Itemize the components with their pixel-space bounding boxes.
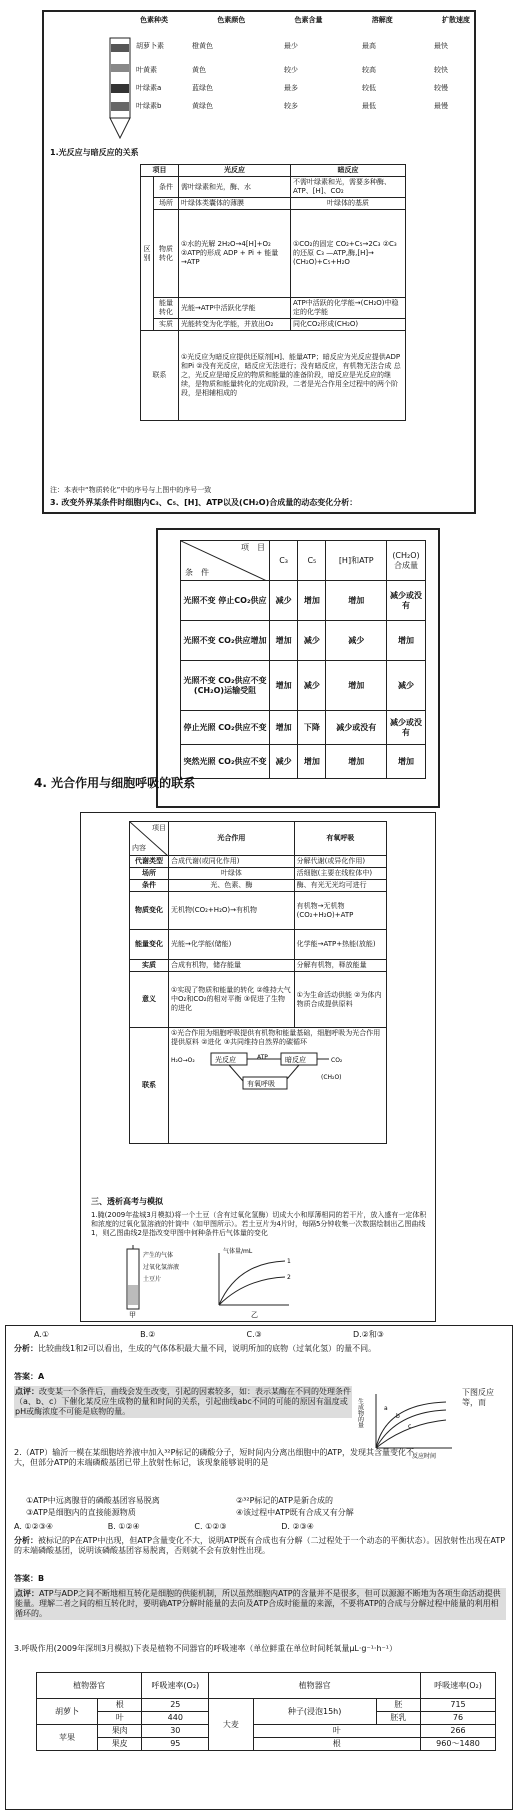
resp-barley-seed: 种子(浸泡15h) bbox=[253, 1699, 376, 1725]
link-r2-photo: 光、色素、酶 bbox=[169, 880, 295, 892]
rel-r3-label: 能量转化 bbox=[154, 298, 179, 319]
q1-choice-b: B.② bbox=[140, 1330, 156, 1339]
resp-barley-embryo: 胚 bbox=[376, 1699, 420, 1712]
solution-fill bbox=[128, 1285, 138, 1305]
q1-choices bbox=[34, 1330, 504, 1340]
pigment-h4: 扩散速度 bbox=[442, 16, 470, 24]
change-r1-ch2o: 增加 bbox=[387, 621, 426, 661]
link-r6-label: 意义 bbox=[130, 972, 169, 1028]
analysis-1-text: 比较曲线1和2可以看出，生成的气体体积最大量不同，说明所加的底物（过氧化氢）的量不同。 bbox=[38, 1344, 377, 1353]
q2-choice-c: C. ①②③ bbox=[194, 1522, 227, 1531]
pigment-h0: 色素种类 bbox=[140, 16, 168, 24]
pigment-r2c1: 蓝绿色 bbox=[192, 84, 213, 92]
change-r1-atp: 减少 bbox=[326, 621, 387, 661]
change-h0: C₃ bbox=[270, 541, 298, 581]
resp-apple-peel: 果皮 bbox=[98, 1738, 142, 1751]
pigment-r2c3: 较低 bbox=[362, 84, 376, 92]
link-r3-photo: 无机物(CO₂+H₂O)→有机物 bbox=[169, 892, 295, 930]
change-r3-cond: 停止光照 CO₂供应不变 bbox=[181, 711, 270, 745]
analysis-2-label: 分析： bbox=[14, 1536, 38, 1545]
resp-carrot-root: 根 bbox=[98, 1699, 142, 1712]
exercise-panel bbox=[5, 1325, 513, 1810]
rel-h1: 光反应 bbox=[179, 165, 291, 177]
analysis-1 bbox=[14, 1344, 506, 1354]
question-2-choices bbox=[14, 1522, 314, 1532]
rel-r4-label: 实质 bbox=[154, 319, 179, 331]
change-r4-c5: 增加 bbox=[298, 745, 326, 779]
change-r2-cond: 光照不变 CO₂供应不变 (CH₂O)运输受阻 bbox=[181, 661, 270, 711]
resp-h-rate-right: 呼吸速率(O₂) bbox=[421, 1673, 496, 1699]
q1-choice-a: A.① bbox=[34, 1330, 50, 1339]
pigment-r1c3: 较高 bbox=[362, 66, 376, 74]
change-r4-atp: 增加 bbox=[326, 745, 387, 779]
change-r0-cond: 光照不变 停止CO₂供应 bbox=[181, 581, 270, 621]
answer-2-value: B bbox=[38, 1574, 45, 1583]
diag-light: 光反应 bbox=[215, 1056, 236, 1064]
link-r3-resp: 有机物→无机物(CO₂+H₂O)+ATP bbox=[294, 892, 386, 930]
link-r4-label: 能量变化 bbox=[130, 930, 169, 960]
review-2-label: 点评： bbox=[15, 1589, 39, 1598]
link-r7-content bbox=[169, 1028, 387, 1144]
resp-h-rate-left: 呼吸速率(O₂) bbox=[142, 1673, 209, 1699]
dynamic-change-panel bbox=[156, 528, 440, 808]
link-r6-resp: ①为生命活动供能 ②为体内物质合成提供原料 bbox=[294, 972, 386, 1028]
diag-co2: CO₂ bbox=[331, 1057, 343, 1064]
pigment-header-row bbox=[140, 16, 470, 25]
pigment-r0c2: 最少 bbox=[284, 42, 298, 50]
diag-ch2o: (CH₂O) bbox=[321, 1074, 342, 1081]
resp-barley-leaf-val: 266 bbox=[421, 1725, 496, 1738]
pigment-r2c2: 最多 bbox=[284, 84, 298, 92]
section-1-title: 1.光反应与暗反应的关系 bbox=[50, 148, 139, 157]
enzyme-label-b: b bbox=[396, 1413, 400, 1420]
enzyme-y-label: 生成物的量 bbox=[356, 1398, 364, 1428]
change-r1-c5: 减少 bbox=[298, 621, 326, 661]
change-r4-cond: 突然光照 CO₂供应不变 bbox=[181, 745, 270, 779]
section-high-title: 三、透析高考与模拟 bbox=[91, 1197, 163, 1206]
link-r4-resp: 化学能→ATP+热能(放能) bbox=[294, 930, 386, 960]
change-r4-ch2o: 增加 bbox=[387, 745, 426, 779]
link-r5-resp: 分解有机物，释放能量 bbox=[294, 960, 386, 972]
diag-arrow-3 bbox=[287, 1065, 299, 1079]
change-r3-ch2o: 减少或没有 bbox=[387, 711, 426, 745]
change-r2-atp: 增加 bbox=[326, 661, 387, 711]
rel-r2-light: ①水的光解 2H₂O→4[H]+O₂ ②ATP的形成 ADP + Pi + 能量→ATP bbox=[179, 210, 291, 298]
reaction-relation-table bbox=[140, 164, 406, 421]
resp-carrot-leaf: 叶 bbox=[98, 1712, 142, 1725]
change-r4-c3: 减少 bbox=[270, 745, 298, 779]
pigment-h1: 色素颜色 bbox=[217, 16, 246, 24]
change-r2-ch2o: 减少 bbox=[387, 661, 426, 711]
diag-atp: ATP bbox=[257, 1054, 268, 1061]
link-r0-label: 代谢类型 bbox=[130, 856, 169, 868]
pigment-r1c2: 较少 bbox=[284, 66, 298, 74]
change-r0-c3: 减少 bbox=[270, 581, 298, 621]
change-r3-atp: 减少或没有 bbox=[326, 711, 387, 745]
rel-side-label: 区别 bbox=[141, 177, 154, 331]
change-r3-c5: 下降 bbox=[298, 711, 326, 745]
answer-2-label: 答案： bbox=[14, 1574, 38, 1583]
fig-curve-1 bbox=[219, 1261, 285, 1305]
fig-curve-label-2: 2 bbox=[287, 1274, 291, 1281]
link-r5-label: 实质 bbox=[130, 960, 169, 972]
pigment-r0c4: 最快 bbox=[434, 42, 448, 50]
band-xanthophyll bbox=[111, 64, 129, 72]
band-carotene bbox=[111, 44, 129, 52]
rel-r2-label: 物质转化 bbox=[154, 210, 179, 298]
enzyme-label-a: a bbox=[384, 1405, 388, 1412]
q2-choice-b: B. ①②④ bbox=[107, 1522, 140, 1531]
link-r0-photo: 合成代谢(或同化作用) bbox=[169, 856, 295, 868]
enzyme-label-c: c bbox=[408, 1423, 412, 1430]
diag-arrow-4 bbox=[229, 1065, 243, 1081]
review-2-text: ATP与ADP之间不断地相互转化是细胞的供能机制，所以虽然细胞内ATP的含量并不是很多，但可以源源不断地为各项生命活动提供能量。理解二者之间的相互转化时，要明确ATP分解时能量的去向及ATP合成时能量的来源，不要将ATP的合成与分解过程中能量的利用相循环的。 bbox=[15, 1589, 501, 1618]
q1-choice-d: D.②和③ bbox=[352, 1330, 384, 1339]
rel-r1-dark: 叶绿体的基质 bbox=[291, 198, 406, 210]
pigment-r3c1: 黄绿色 bbox=[192, 102, 213, 110]
resp-h-organ-right: 植物器官 bbox=[209, 1673, 421, 1699]
change-h3: (CH₂O)合成量 bbox=[387, 541, 426, 581]
band-chlorophyll-a bbox=[111, 84, 129, 93]
link-r1-label: 场所 bbox=[130, 868, 169, 880]
band-chlorophyll-b bbox=[111, 102, 129, 111]
resp-apple-flesh-val: 30 bbox=[142, 1725, 209, 1738]
link-h0: 光合作用 bbox=[169, 822, 295, 856]
resp-barley-root: 根 bbox=[253, 1738, 420, 1751]
answer-1 bbox=[14, 1372, 44, 1382]
change-corner-top: 项 目 bbox=[241, 543, 265, 552]
change-corner bbox=[181, 541, 270, 581]
rel-r0-dark: 不需叶绿素和光，需要多种酶、ATP、[H]、CO₂ bbox=[291, 177, 406, 198]
photo-resp-table bbox=[129, 821, 387, 1144]
diag-dark: 暗反应 bbox=[285, 1056, 306, 1064]
pigment-row-0-name: 胡萝卜素 bbox=[136, 42, 164, 50]
review-1-label: 点评： bbox=[15, 1387, 39, 1396]
pigment-row-1-name: 叶黄素 bbox=[136, 66, 157, 74]
change-r2-c3: 增加 bbox=[270, 661, 298, 711]
change-r0-c5: 增加 bbox=[298, 581, 326, 621]
review-1-text: 改变某一个条件后，曲线会发生改变，引起的因素较多，如：表示某酶在不同的处理条件（a、b、c）下催化某反应生成物的量和时间的关系，引起曲线abc不同的可能的原因有温度或pH或酶浓度不可能是底物的量。 bbox=[15, 1387, 351, 1416]
change-r0-atp: 增加 bbox=[326, 581, 387, 621]
section-3-title: 3. 改变外界某条件时细胞内C₃、C₅、[H]、ATP以及(CH₂O)合成量的动态变化分析： bbox=[50, 498, 358, 507]
rel-h2: 暗反应 bbox=[291, 165, 406, 177]
link-r3-label: 物质变化 bbox=[130, 892, 169, 930]
link-r7-text: ①光合作用为细胞呼吸提供有机物和能量基础，细胞呼吸为光合作用提供原料 ②进化 ③共同维持自然界的碳循环 bbox=[171, 1029, 381, 1046]
question-3-text: 3.呼吸作用(2009年深圳3月模拟)下表是植物不同器官的呼吸速率（单位鲜重在单位时间耗氧量μL·g⁻¹·h⁻¹） bbox=[14, 1644, 397, 1653]
answer-1-label: 答案： bbox=[14, 1372, 38, 1381]
table-note: 注：本表中“物质转化”中的序号与上图中的序号一致 bbox=[50, 486, 212, 494]
fig-caption-b: 乙 bbox=[251, 1311, 258, 1319]
change-h1: C₅ bbox=[298, 541, 326, 581]
review-1 bbox=[14, 1386, 352, 1418]
fig-caption-a: 甲 bbox=[129, 1311, 136, 1319]
q2-opt-2: ②³²P标记的ATP是新合成的 bbox=[236, 1496, 333, 1505]
fig-y-label: 气体量/mL bbox=[223, 1248, 253, 1255]
link-r0-resp: 分解代谢(或异化作用) bbox=[294, 856, 386, 868]
q2-opt-3: ③ATP是细胞内的直接能源物质 bbox=[26, 1508, 136, 1517]
change-r3-c3: 增加 bbox=[270, 711, 298, 745]
link-r2-label: 条件 bbox=[130, 880, 169, 892]
link-corner-content: 内容 bbox=[132, 844, 146, 852]
resp-barley: 大麦 bbox=[209, 1699, 253, 1751]
fig-label-gas: 产生的气体 bbox=[143, 1252, 174, 1259]
review-1-side: 下图反应等，而 bbox=[462, 1388, 494, 1407]
fig-curve-label-1: 1 bbox=[287, 1258, 291, 1265]
rel-link-label: 联系 bbox=[141, 331, 179, 421]
resp-carrot: 胡萝卜 bbox=[37, 1699, 98, 1725]
change-r2-c5: 减少 bbox=[298, 661, 326, 711]
q2-choice-d: D. ②③④ bbox=[281, 1522, 314, 1531]
resp-apple-peel-val: 95 bbox=[142, 1738, 209, 1751]
change-h2: [H]和ATP bbox=[326, 541, 387, 581]
resp-carrot-root-val: 25 bbox=[142, 1699, 209, 1712]
analysis-2-text: 被标记的P在ATP中出现，但ATP含量变化不大，说明ATP既有合成也有分解（二过程处于一个动态的平衡状态）。因放射性出现在ATP的末端磷酸基团，说明该磷酸基团容易脱离，否则就不会有放射性出现。 bbox=[14, 1536, 506, 1555]
analysis-2 bbox=[14, 1536, 506, 1556]
link-h1: 有氧呼吸 bbox=[294, 822, 386, 856]
cycle-diagram bbox=[171, 1049, 371, 1093]
dynamic-change-table bbox=[180, 540, 426, 779]
pigment-row-3-name: 叶绿素b bbox=[136, 102, 162, 110]
section-4-title: 4. 光合作用与细胞呼吸的联系 bbox=[34, 776, 196, 790]
pigment-r2c4: 较慢 bbox=[434, 84, 448, 92]
rel-link-text: ①光反应为暗反应提供还原剂[H]、能量ATP；暗反应为光反应提供ADP和Pi ②没有光反应，暗反应无法进行；没有暗反应，有机物无法合成 总之，光反应是暗反应的物质和能量的准备阶段，暗反应是光反应的继续，是物质和能量转化的完成阶段，二者是光合作用全过程中的两个阶段，是相辅相成的 bbox=[179, 331, 406, 421]
q2-opt-1: ①ATP中远离腺苷的磷酸基团容易脱离 bbox=[26, 1496, 160, 1505]
change-corner-bottom: 条 件 bbox=[185, 568, 209, 577]
link-r1-resp: 活细胞(主要在线粒体中) bbox=[294, 868, 386, 880]
rel-r2-dark: ①CO₂的固定 CO₂+C₅→2C₃ ②C₃的还原 C₃ —ATP,酶,[H]→ (CH₂O)+C₅+H₂O bbox=[291, 210, 406, 298]
link-r6-photo: ①实现了物质和能量的转化 ②维持大气中O₂和CO₂的相对平衡 ③促进了生物的进化 bbox=[169, 972, 295, 1028]
photosynthesis-respiration-panel bbox=[80, 812, 436, 1322]
change-r1-cond: 光照不变 CO₂供应增加 bbox=[181, 621, 270, 661]
experiment-figure bbox=[107, 1245, 307, 1319]
diag-lightenergy bbox=[221, 1049, 233, 1050]
pigment-h3: 溶解度 bbox=[371, 16, 393, 24]
pigment-tube-icon bbox=[108, 34, 132, 142]
rel-r4-dark: 同化CO₂形成(CH₂O) bbox=[291, 319, 406, 331]
pigment-r3c2: 较多 bbox=[284, 102, 298, 110]
change-r1-c3: 增加 bbox=[270, 621, 298, 661]
link-r5-photo: 合成有机物，储存能量 bbox=[169, 960, 295, 972]
rel-r3-light: 光能→ATP中活跃化学能 bbox=[179, 298, 291, 319]
answer-2 bbox=[14, 1574, 44, 1584]
resp-barley-root-val: 960～1480 bbox=[421, 1738, 496, 1751]
review-2 bbox=[14, 1588, 506, 1620]
enzyme-x-label: 反应时间 bbox=[412, 1453, 437, 1460]
link-r2-resp: 酶、有光无光均可进行 bbox=[294, 880, 386, 892]
answer-1-value: A bbox=[38, 1372, 45, 1381]
diag-water: H₂O→O₂ bbox=[171, 1057, 195, 1064]
pigment-r1c1: 黄色 bbox=[192, 66, 206, 74]
q2-choice-a: A. ①②③④ bbox=[14, 1522, 54, 1531]
light-dark-reaction-panel bbox=[42, 10, 476, 514]
resp-h-organ-left: 植物器官 bbox=[37, 1673, 142, 1699]
link-r4-photo: 光能→化学能(储能) bbox=[169, 930, 295, 960]
rel-r3-dark: ATP中活跃的化学能→(CH₂O)中稳定的化学能 bbox=[291, 298, 406, 319]
q1-choice-c: C.③ bbox=[246, 1330, 262, 1339]
pigment-row-2-name: 叶绿素a bbox=[136, 84, 162, 92]
link-r1-photo: 叶绿体 bbox=[169, 868, 295, 880]
rel-r0-light: 需叶绿素和光，酶、水 bbox=[179, 177, 291, 198]
pigment-r1c4: 较快 bbox=[434, 66, 448, 74]
question-1-text: 1.腌(2009年盐城3月模拟)将一个土豆（含有过氧化氢酶）切成大小和厚薄相同的若干片，放入盛有一定体积和浓度的过氧化氢溶液的针筒中（如甲图所示）。若土豆片为4片时，每隔5分钟收集一次数据绘制出乙图曲线1，则乙图曲线2是指改变甲图中何种条件后气体量的变化 bbox=[91, 1211, 427, 1237]
resp-carrot-leaf-val: 440 bbox=[142, 1712, 209, 1725]
link-corner bbox=[130, 822, 169, 856]
pigment-r0c1: 橙黄色 bbox=[192, 42, 213, 50]
resp-apple-flesh: 果肉 bbox=[98, 1725, 142, 1738]
respiration-rate-table bbox=[36, 1672, 496, 1751]
resp-barley-leaf: 叶 bbox=[253, 1725, 420, 1738]
pigment-r3c4: 最慢 bbox=[434, 102, 448, 110]
resp-barley-endosperm-val: 76 bbox=[421, 1712, 496, 1725]
rel-r4-light: 光能转变为化学能，并放出O₂ bbox=[179, 319, 291, 331]
pigment-r0c3: 最高 bbox=[362, 42, 376, 50]
resp-barley-embryo-val: 715 bbox=[421, 1699, 496, 1712]
link-corner-item: 项目 bbox=[152, 824, 166, 832]
rel-r1-light: 叶绿体类囊体的薄膜 bbox=[179, 198, 291, 210]
q2-opt-4: ④该过程中ATP既有合成又有分解 bbox=[236, 1508, 354, 1517]
pigment-r3c3: 最低 bbox=[362, 102, 376, 110]
resp-apple: 苹果 bbox=[37, 1725, 98, 1751]
rel-r0-label: 条件 bbox=[154, 177, 179, 198]
link-r7-label: 联系 bbox=[130, 1028, 169, 1144]
analysis-1-label: 分析： bbox=[14, 1344, 38, 1353]
fig-label-potato: 土豆片 bbox=[143, 1276, 162, 1283]
resp-barley-endosperm: 胚乳 bbox=[376, 1712, 420, 1725]
rel-h0: 项目 bbox=[141, 165, 179, 177]
change-r0-ch2o: 减少或没有 bbox=[387, 581, 426, 621]
diag-resp: 有氧呼吸 bbox=[247, 1080, 275, 1088]
fig-label-h2o2: 过氧化氢溶液 bbox=[143, 1264, 180, 1271]
rel-r1-label: 场所 bbox=[154, 198, 179, 210]
question-2-options bbox=[26, 1496, 446, 1518]
fig-curve-2 bbox=[219, 1277, 285, 1305]
pigment-h2: 色素含量 bbox=[294, 16, 323, 24]
question-2-text: 2.（ATP）输沂一模在某细胞培养液中加入³²P标记的磷酸分子，短时间内分离出细胞中的ATP，发现其含量变化不大，但部分ATP的末端磷酸基团已带上放射性标记，该现象能够说明的是 bbox=[14, 1448, 414, 1467]
